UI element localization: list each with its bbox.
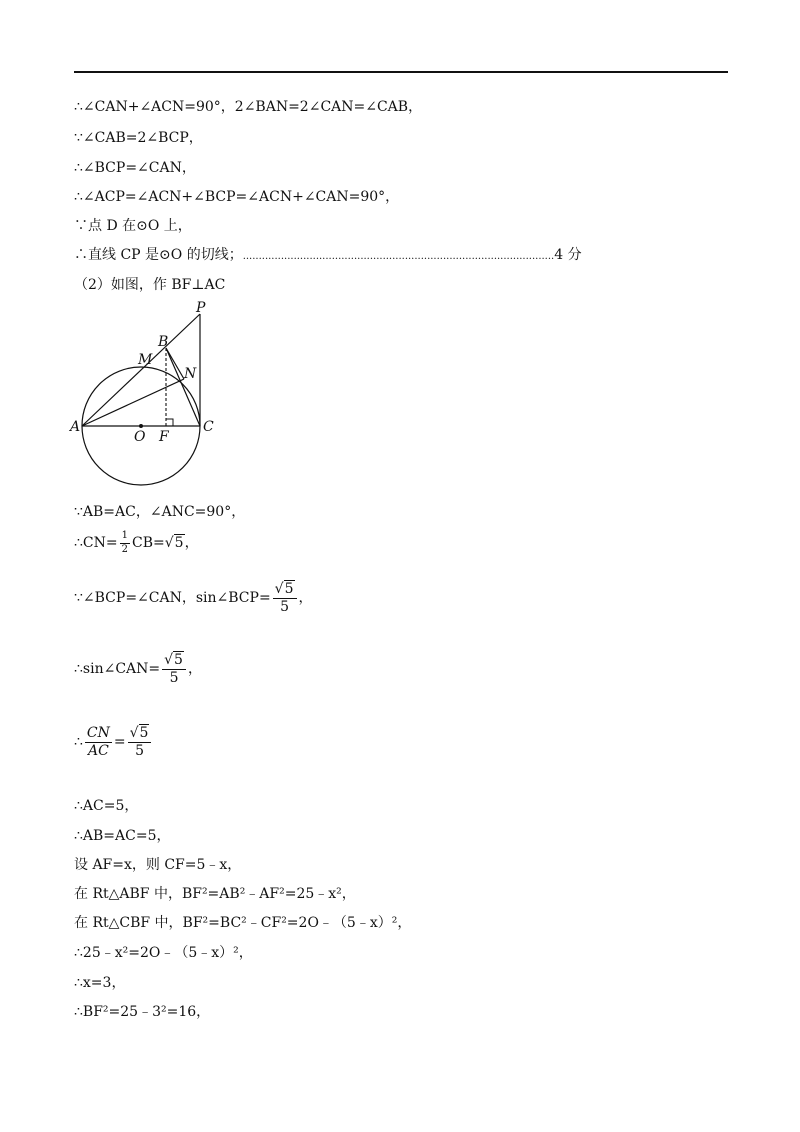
label-o: O [134,429,146,445]
equals-sign: = [113,734,126,751]
geometry-figure [68,300,228,490]
label-p: P [196,300,206,316]
center-point [139,424,143,428]
fraction-sqrt5-over-5: $\frac{√5}{5}$ [162,653,186,685]
right-angle-mark [166,419,173,426]
score-label: 4 分 [554,247,582,263]
line-14: ∴AB=AC=5， [74,828,171,844]
line-8: ∵AB=AC，∠ANC=90°， [74,504,246,520]
fraction-cn-over-ac: $\frac{CN}{AC}$ [86,725,110,759]
cb-equals: CB= [131,535,165,551]
line-16: 在 Rt△ABF 中，BF²=AB²﹣AF²=25﹣x²， [74,886,356,902]
cn-prefix: ∴CN= [74,535,118,551]
label-a: A [70,419,81,435]
line-18: ∴25﹣x²=2O﹣（5﹣x）²， [74,945,253,961]
line-17: 在 Rt△CBF 中，BF²=BC²﹣CF²=2O﹣（5﹣x）²， [74,915,412,931]
segment-ap [82,314,200,426]
fraction-sqrt5-over-5: $\frac{√5}{5}$ [273,582,297,614]
therefore-sign: ∴ [74,734,83,751]
line-2: ∵∠CAB=2∠BCP， [74,130,203,146]
fraction-sqrt5-over-5: $\frac{√5}{5}$ [128,726,152,758]
sqrt-5: √5 [164,535,184,551]
line-19: ∴x=3， [74,975,126,991]
line-7: （2）如图，作 BF⊥AC [74,277,226,293]
label-f: F [159,429,169,445]
line-20: ∴BF²=25﹣3²=16， [74,1004,211,1020]
line-5: ∵点 D 在⊙O 上， [74,218,192,234]
sin-can-prefix: ∴sin∠CAN= [74,661,161,678]
label-n: N [184,366,197,382]
line-13: ∴AC=5， [74,798,139,814]
header-rule [74,71,728,73]
line-12 [74,726,153,758]
sin-bcp-prefix: ∵∠BCP=∠CAN，sin∠BCP= [74,590,271,607]
label-c: C [203,419,214,435]
label-b: B [158,334,169,350]
line-9: ∴CN= $\frac{1}{2}$ CB=√5， [74,530,199,555]
line-10: ∵∠BCP=∠CAN，sin∠BCP= $\frac{√5}{5}$ ， [74,581,313,615]
fraction-half: $\frac{1}{2}$ [121,530,128,555]
line-15: 设 AF=x，则 CF=5﹣x， [74,857,242,873]
tangent-conclusion: ∴直线 CP 是⊙O 的切线； [74,247,243,263]
label-m: M [138,352,153,368]
leader-dots: .................................................................................................. [242,251,555,262]
line-4: ∴∠ACP=∠ACN+∠BCP=∠ACN+∠CAN=90°， [74,189,400,205]
line-3: ∴∠BCP=∠CAN， [74,160,196,176]
segment-bc [166,348,200,426]
line-11: ∴sin∠CAN= $\frac{√5}{5}$ ， [74,652,202,686]
line-6 [74,246,582,266]
line-1: ∴∠CAN+∠ACN=90°，2∠BAN=2∠CAN=∠CAB， [74,99,423,115]
